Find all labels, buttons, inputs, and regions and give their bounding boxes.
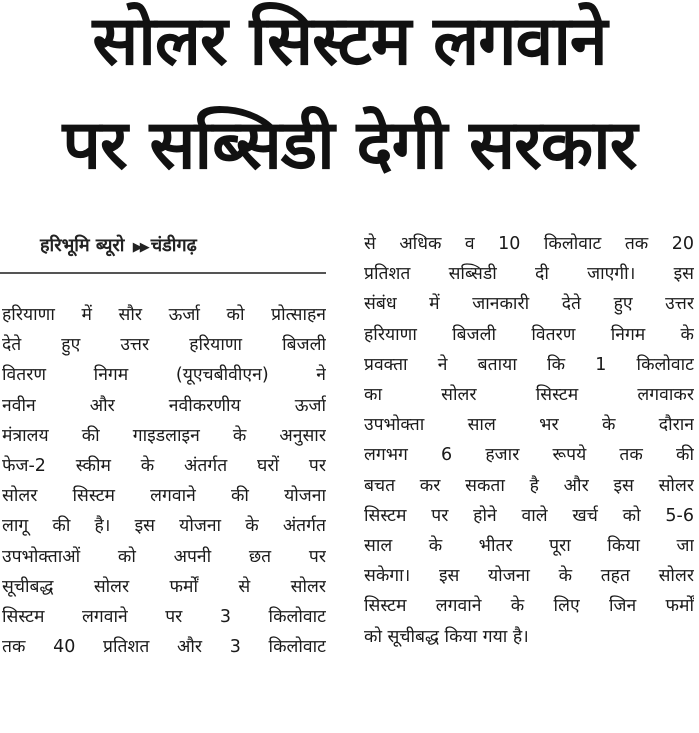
article-line: प्रतिशत सब्सिडी दी जाएगी। इस <box>364 264 694 285</box>
article-line: सोलर सिस्टम लगवाने की योजना <box>2 486 326 507</box>
article-line: लागू की है। इस योजना के अंतर्गत <box>2 516 326 537</box>
byline-location: चंडीगढ़ <box>150 235 197 256</box>
article-line: नवीन और नवीकरणीय ऊर्जा <box>2 395 326 416</box>
article-line: हरियाणा में सौर ऊर्जा को प्रोत्साहन <box>2 305 326 325</box>
article-line: साल के भीतर पूरा किया जा <box>364 536 694 557</box>
article-line: हरियाणा बिजली वितरण निगम के <box>364 324 694 345</box>
article-line: प्रवक्ता ने बताया कि 1 किलोवाट <box>364 354 694 375</box>
article-line: से अधिक व 10 किलोवाट तक 20 <box>364 234 694 254</box>
byline-divider <box>0 272 326 274</box>
article-line: को सूचीबद्ध किया गया है। <box>364 626 529 647</box>
article-line: का सोलर सिस्टम लगवाकर <box>364 385 694 406</box>
headline-line-2: पर सब्सिडी देगी सरकार <box>62 106 637 185</box>
article-right-column <box>364 229 694 652</box>
article-line: सिस्टम लगवाने के लिए जिन फर्मों <box>364 596 694 617</box>
article-line: उपभोक्ताओं को अपनी छत पर <box>2 546 326 567</box>
byline-source: हरिभूमि ब्यूरो <box>40 235 125 256</box>
article-line: वितरण निगम (यूएचबीवीएन) ने <box>2 365 326 386</box>
article-line: संबंध में जानकारी देते हुए उत्तर <box>364 294 694 315</box>
article-line: फेज-2 स्कीम के अंतर्गत घरों पर <box>2 456 326 477</box>
byline-separator-icon: ▶▶ <box>132 240 147 255</box>
byline <box>40 232 320 262</box>
article-line: मंत्रालय की गाइडलाइन के अनुसार <box>2 425 326 446</box>
headline-line-1: सोलर सिस्टम लगवाने <box>92 2 607 81</box>
article-line: सिस्टम लगवाने पर 3 किलोवाट <box>2 607 326 628</box>
article-line: सकेगा। इस योजना के तहत सोलर <box>364 566 694 587</box>
article-line: देते हुए उत्तर हरियाणा बिजली <box>2 335 326 356</box>
article-line: उपभोक्ता साल भर के दौरान <box>364 415 694 436</box>
article-line: बचत कर सकता है और इस सोलर <box>364 475 694 496</box>
article-line: सिस्टम पर होने वाले खर्च को 5-6 <box>364 505 694 526</box>
article-line: सूचीबद्ध सोलर फर्मों से सोलर <box>2 576 326 597</box>
article-line: लगभग 6 हजार रूपये तक की <box>364 445 694 466</box>
article-left-column <box>2 300 326 662</box>
article-line: तक 40 प्रतिशत और 3 किलोवाट <box>2 637 326 658</box>
